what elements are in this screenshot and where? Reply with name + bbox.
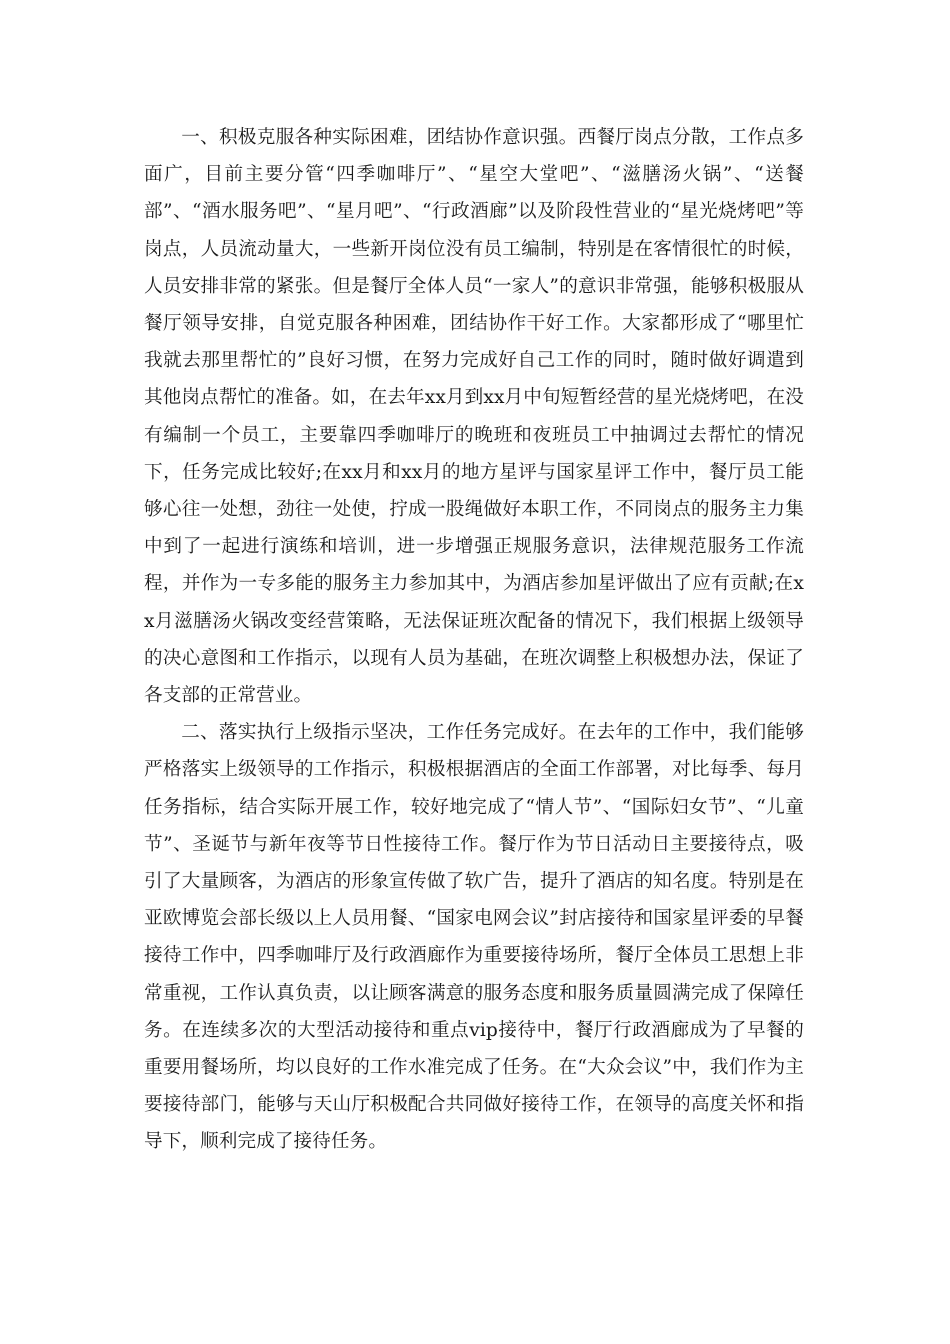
paragraph-2: 二、落实执行上级指示坚决，工作任务完成好。在去年的工作中，我们能够严格落实上级领导的工作指示，积极根据酒店的全面工作部署，对比每季、每月任务指标，结合实际开展工作，较好地完成了“情人节”、“国际妇女节”、“儿童节”、圣诞节与新年夜等节日性接待工作。餐厅作为节日活动日主要接待点，吸引了大量顾客，为酒店的形象宣传做了软广告，提升了酒店的知名度。特别是在亚欧博览会部长级以上人员用餐、“国家电网会议”封店接待和国家星评委的早餐接待工作中，四季咖啡厅及行政酒廊作为重要接待场所，餐厅全体员工思想上非常重视，工作认真负责，以让顾客满意的服务态度和服务质量圆满完成了保障任务。在连续多次的大型活动接待和重点vip接待中，餐厅行政酒廊成为了早餐的重要用餐场所，均以良好的工作水准完成了任务。在“大众会议”中，我们作为主要接待部门，能够与天山厅积极配合共同做好接待工作，在领导的高度关怀和指导下，顺利完成了接待任务。 bbox=[144, 722, 804, 1153]
paragraph-1: 一、积极克服各种实际困难，团结协作意识强。西餐厅岗点分散，工作点多面广，目前主要分管“四季咖啡厅”、“星空大堂吧”、“滋膳汤火锅”、“送餐部”、“酒水服务吧”、“星月吧”、“行政酒廊”以及阶段性营业的“星光烧烤吧”等岗点，人员流动量大，一些新开岗位没有员工编制，特别是在客情很忙的时候，人员安排非常的紧张。但是餐厅全体人员“一家人”的意识非常强，能够积极服从餐厅领导安排，自觉克服各种困难，团结协作干好工作。大家都形成了“哪里忙我就去那里帮忙的”良好习惯，在努力完成好自己工作的同时，随时做好调遣到其他岗点帮忙的准备。如，在去年xx月到xx月中旬短暂经营的星光烧烤吧，在没有编制一个员工，主要靠四季咖啡厅的晚班和夜班员工中抽调过去帮忙的情况下，任务完成比较好;在xx月和xx月的地方星评与国家星评工作中，餐厅员工能够心往一处想，劲往一处使，拧成一股绳做好本职工作，不同岗点的服务主力集中到了一起进行演练和培训，进一步增强正规服务意识，法律规范服务工作流程，并作为一专多能的服务主力参加其中，为酒店参加星评做出了应有贡献;在xx月滋膳汤火锅改变经营策略，无法保证班次配备的情况下，我们根据上级领导的决心意图和工作指示，以现有人员为基础，在班次调整上积极想办法，保证了各支部的正常营业。 bbox=[144, 127, 804, 707]
document-body bbox=[144, 119, 804, 1161]
